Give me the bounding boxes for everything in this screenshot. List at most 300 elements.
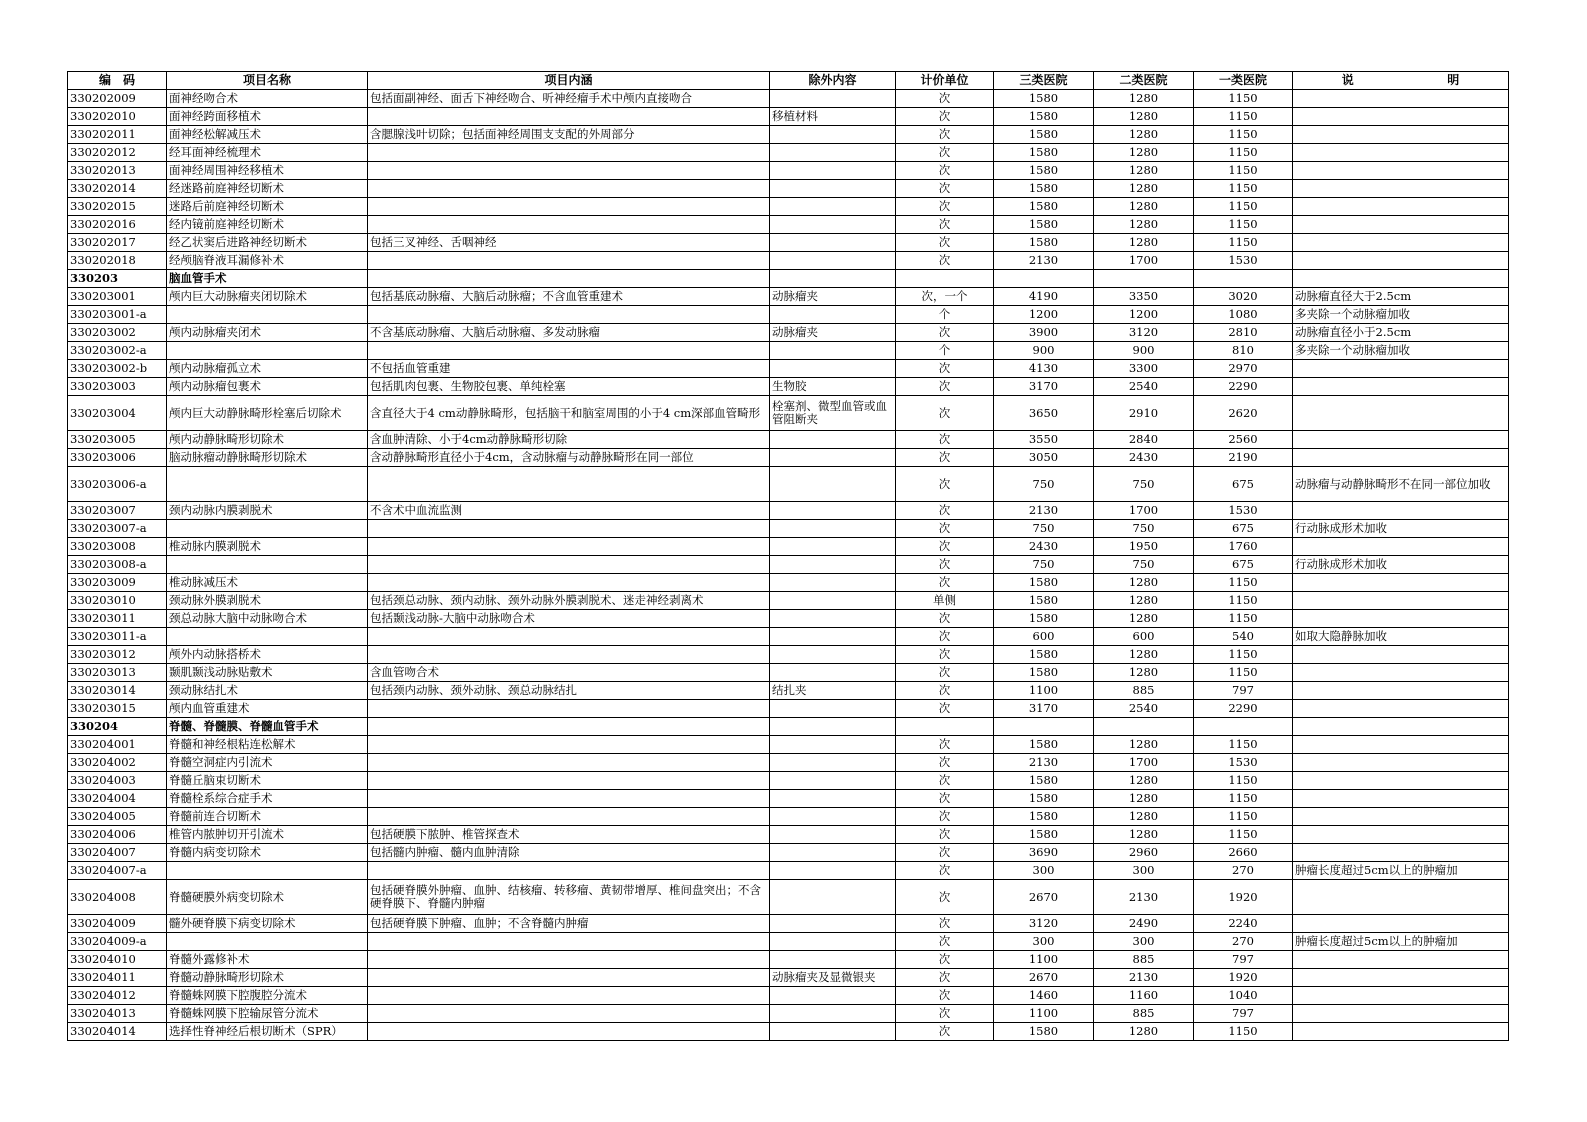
cell-name: 脊髓内病变切除术 xyxy=(167,844,368,862)
cell-name: 迷路后前庭神经切断术 xyxy=(167,198,368,216)
cell-code: 330202018 xyxy=(68,252,167,270)
table-row xyxy=(68,664,1509,682)
cell-name: 脊髓和神经根粘连松解术 xyxy=(167,736,368,754)
cell-name xyxy=(167,556,368,574)
cell-price-class2 xyxy=(1094,270,1194,288)
cell-excluded xyxy=(770,915,896,933)
table-row xyxy=(68,556,1509,574)
cell-price-class3: 1580 xyxy=(994,574,1094,592)
cell-content: 包括基底动脉瘤、大脑后动脉瘤；不含血管重建术 xyxy=(368,288,770,306)
table-row xyxy=(68,502,1509,520)
cell-code: 330203011 xyxy=(68,610,167,628)
cell-content: 含血肿清除、小于4cm动静脉畸形切除 xyxy=(368,431,770,449)
cell-price-class1: 675 xyxy=(1194,467,1293,502)
cell-price-class2: 2430 xyxy=(1094,449,1194,467)
cell-excluded xyxy=(770,736,896,754)
cell-unit: 次 xyxy=(896,664,994,682)
cell-code: 330202009 xyxy=(68,90,167,108)
table-row xyxy=(68,1023,1509,1041)
cell-content xyxy=(368,574,770,592)
cell-unit: 次 xyxy=(896,378,994,396)
header-name: 项目名称 xyxy=(167,72,368,90)
cell-code: 330204009 xyxy=(68,915,167,933)
cell-price-class1: 540 xyxy=(1194,628,1293,646)
cell-price-class1: 1150 xyxy=(1194,198,1293,216)
cell-name: 颈总动脉大脑中动脉吻合术 xyxy=(167,610,368,628)
cell-price-class2: 750 xyxy=(1094,467,1194,502)
table-row xyxy=(68,790,1509,808)
cell-excluded xyxy=(770,790,896,808)
cell-price-class1: 1530 xyxy=(1194,754,1293,772)
cell-code: 330202015 xyxy=(68,198,167,216)
cell-price-class1: 797 xyxy=(1194,1005,1293,1023)
cell-price-class3: 750 xyxy=(994,520,1094,538)
table-row xyxy=(68,808,1509,826)
cell-price-class3: 1580 xyxy=(994,144,1094,162)
cell-code: 330204001 xyxy=(68,736,167,754)
table-header xyxy=(68,72,1509,90)
cell-price-class1: 2810 xyxy=(1194,324,1293,342)
cell-name: 脊髓蛛网膜下腔腹腔分流术 xyxy=(167,987,368,1005)
cell-excluded xyxy=(770,862,896,880)
cell-price-class3: 1580 xyxy=(994,162,1094,180)
cell-excluded xyxy=(770,628,896,646)
cell-excluded: 动脉瘤夹 xyxy=(770,324,896,342)
header-unit: 计价单位 xyxy=(896,72,994,90)
cell-price-class1: 810 xyxy=(1194,342,1293,360)
cell-price-class3: 4190 xyxy=(994,288,1094,306)
header-content: 项目内涵 xyxy=(368,72,770,90)
cell-unit: 次 xyxy=(896,772,994,790)
cell-excluded xyxy=(770,90,896,108)
cell-excluded xyxy=(770,880,896,915)
cell-excluded xyxy=(770,1023,896,1041)
table-row xyxy=(68,880,1509,915)
table-row xyxy=(68,754,1509,772)
cell-unit: 次 xyxy=(896,1005,994,1023)
header-class1: 一类医院 xyxy=(1194,72,1293,90)
cell-content: 含血管吻合术 xyxy=(368,664,770,682)
cell-price-class1: 1150 xyxy=(1194,646,1293,664)
table-row xyxy=(68,951,1509,969)
cell-note xyxy=(1293,180,1509,198)
cell-price-class3: 1580 xyxy=(994,808,1094,826)
header-note xyxy=(1293,72,1509,90)
cell-excluded xyxy=(770,252,896,270)
cell-unit: 次 xyxy=(896,234,994,252)
cell-name: 颅内动脉瘤包裹术 xyxy=(167,378,368,396)
cell-name: 髓外硬脊膜下病变切除术 xyxy=(167,915,368,933)
cell-code: 330204006 xyxy=(68,826,167,844)
cell-price-class2: 1200 xyxy=(1094,306,1194,324)
cell-unit: 次 xyxy=(896,108,994,126)
cell-code: 330202012 xyxy=(68,144,167,162)
cell-excluded xyxy=(770,987,896,1005)
cell-content: 包括肌肉包裹、生物胶包裹、单纯栓塞 xyxy=(368,378,770,396)
cell-excluded xyxy=(770,574,896,592)
cell-price-class1: 1150 xyxy=(1194,826,1293,844)
cell-unit: 次 xyxy=(896,826,994,844)
cell-content: 包括面副神经、面舌下神经吻合、听神经瘤手术中颅内直接吻合 xyxy=(368,90,770,108)
cell-excluded xyxy=(770,216,896,234)
cell-name: 颈动脉外膜剥脱术 xyxy=(167,592,368,610)
cell-code: 330203009 xyxy=(68,574,167,592)
cell-unit: 次 xyxy=(896,682,994,700)
cell-content: 含动静脉畸形直径小于4cm，含动脉瘤与动静脉畸形在同一部位 xyxy=(368,449,770,467)
cell-price-class3: 1580 xyxy=(994,216,1094,234)
cell-note: 动脉瘤与动静脉畸形不在同一部位加收 xyxy=(1293,467,1509,502)
cell-code: 330204013 xyxy=(68,1005,167,1023)
cell-content: 包括硬脊膜外肿瘤、血肿、结核瘤、转移瘤、黄韧带增厚、椎间盘突出；不含硬脊膜下、脊髓内肿瘤 xyxy=(368,880,770,915)
cell-excluded xyxy=(770,360,896,378)
cell-name: 脊髓、脊髓膜、脊髓血管手术 xyxy=(167,718,368,736)
cell-content xyxy=(368,216,770,234)
cell-content xyxy=(368,772,770,790)
cell-unit: 次 xyxy=(896,880,994,915)
cell-excluded xyxy=(770,520,896,538)
cell-price-class1: 1150 xyxy=(1194,1023,1293,1041)
cell-name: 脊髓栓系综合症手术 xyxy=(167,790,368,808)
cell-note xyxy=(1293,880,1509,915)
cell-price-class2: 2840 xyxy=(1094,431,1194,449)
cell-unit: 次 xyxy=(896,396,994,431)
cell-price-class2: 750 xyxy=(1094,556,1194,574)
cell-content xyxy=(368,754,770,772)
cell-price-class1: 1150 xyxy=(1194,808,1293,826)
cell-note: 动脉瘤直径大于2.5cm xyxy=(1293,288,1509,306)
cell-name: 颈动脉结扎术 xyxy=(167,682,368,700)
cell-excluded: 动脉瘤夹 xyxy=(770,288,896,306)
table-row xyxy=(68,234,1509,252)
cell-content xyxy=(368,862,770,880)
cell-note xyxy=(1293,754,1509,772)
cell-content xyxy=(368,108,770,126)
cell-excluded xyxy=(770,844,896,862)
cell-price-class3: 1580 xyxy=(994,772,1094,790)
cell-note xyxy=(1293,431,1509,449)
cell-price-class2: 885 xyxy=(1094,951,1194,969)
cell-code: 330203007-a xyxy=(68,520,167,538)
cell-unit: 次 xyxy=(896,808,994,826)
cell-price-class1: 1150 xyxy=(1194,90,1293,108)
cell-excluded xyxy=(770,610,896,628)
cell-price-class3 xyxy=(994,718,1094,736)
cell-name: 面神经跨面移植术 xyxy=(167,108,368,126)
cell-content xyxy=(368,1023,770,1041)
cell-price-class1: 2290 xyxy=(1194,700,1293,718)
cell-price-class2: 2540 xyxy=(1094,378,1194,396)
cell-name xyxy=(167,342,368,360)
cell-unit: 个 xyxy=(896,306,994,324)
section-row xyxy=(68,270,1509,288)
table-row xyxy=(68,360,1509,378)
cell-unit: 次 xyxy=(896,844,994,862)
table-row xyxy=(68,844,1509,862)
cell-price-class3: 750 xyxy=(994,556,1094,574)
cell-content xyxy=(368,180,770,198)
cell-note xyxy=(1293,234,1509,252)
cell-excluded xyxy=(770,449,896,467)
table-row xyxy=(68,736,1509,754)
cell-content xyxy=(368,700,770,718)
cell-price-class1: 1150 xyxy=(1194,162,1293,180)
cell-unit: 次 xyxy=(896,162,994,180)
cell-price-class1: 2560 xyxy=(1194,431,1293,449)
cell-name xyxy=(167,520,368,538)
cell-unit: 次 xyxy=(896,90,994,108)
table-row xyxy=(68,144,1509,162)
cell-price-class1: 1150 xyxy=(1194,108,1293,126)
cell-price-class2: 1280 xyxy=(1094,90,1194,108)
cell-price-class1: 1150 xyxy=(1194,234,1293,252)
cell-content xyxy=(368,718,770,736)
cell-price-class2: 1280 xyxy=(1094,772,1194,790)
cell-excluded xyxy=(770,234,896,252)
cell-unit: 次 xyxy=(896,1023,994,1041)
cell-excluded: 栓塞剂、微型血管或血管阻断夹 xyxy=(770,396,896,431)
cell-note: 肿瘤长度超过5cm以上的肿瘤加 xyxy=(1293,933,1509,951)
cell-content: 包括硬脊膜下肿瘤、血肿；不含脊髓内肿瘤 xyxy=(368,915,770,933)
cell-price-class2: 1280 xyxy=(1094,1023,1194,1041)
table-row xyxy=(68,987,1509,1005)
cell-name: 脊髓丘脑束切断术 xyxy=(167,772,368,790)
cell-content xyxy=(368,951,770,969)
cell-name: 颞肌颞浅动脉贴敷术 xyxy=(167,664,368,682)
cell-content xyxy=(368,969,770,987)
cell-note xyxy=(1293,378,1509,396)
cell-code: 330204005 xyxy=(68,808,167,826)
cell-price-class1: 2290 xyxy=(1194,378,1293,396)
header-note-a: 说 xyxy=(1341,72,1354,87)
cell-price-class3: 3170 xyxy=(994,378,1094,396)
table-row xyxy=(68,862,1509,880)
cell-price-class2: 3350 xyxy=(1094,288,1194,306)
cell-price-class2 xyxy=(1094,718,1194,736)
cell-content: 包括髓内肿瘤、髓内血肿清除 xyxy=(368,844,770,862)
cell-name: 脊髓前连合切断术 xyxy=(167,808,368,826)
cell-price-class3: 1580 xyxy=(994,610,1094,628)
table-row xyxy=(68,915,1509,933)
cell-price-class2: 1280 xyxy=(1094,592,1194,610)
cell-note: 行动脉成形术加收 xyxy=(1293,556,1509,574)
cell-price-class3: 3550 xyxy=(994,431,1094,449)
cell-unit: 次 xyxy=(896,556,994,574)
cell-content xyxy=(368,198,770,216)
table-row xyxy=(68,826,1509,844)
cell-price-class1: 1150 xyxy=(1194,610,1293,628)
cell-content: 包括颈总动脉、颈内动脉、颈外动脉外膜剥脱术、迷走神经剥离术 xyxy=(368,592,770,610)
cell-note: 动脉瘤直径小于2.5cm xyxy=(1293,324,1509,342)
cell-price-class2: 1280 xyxy=(1094,180,1194,198)
cell-price-class2: 750 xyxy=(1094,520,1194,538)
cell-content xyxy=(368,736,770,754)
cell-unit: 次 xyxy=(896,467,994,502)
cell-name: 颅内动脉瘤夹闭术 xyxy=(167,324,368,342)
cell-note: 多夹除一个动脉瘤加收 xyxy=(1293,342,1509,360)
cell-price-class2: 2960 xyxy=(1094,844,1194,862)
table-row xyxy=(68,126,1509,144)
cell-unit: 次 xyxy=(896,449,994,467)
cell-price-class1: 797 xyxy=(1194,951,1293,969)
table-row xyxy=(68,162,1509,180)
cell-price-class2: 1280 xyxy=(1094,790,1194,808)
fee-schedule-table xyxy=(67,71,1509,1041)
cell-price-class3: 2430 xyxy=(994,538,1094,556)
cell-name xyxy=(167,628,368,646)
cell-excluded xyxy=(770,664,896,682)
cell-price-class2: 2490 xyxy=(1094,915,1194,933)
cell-price-class3: 900 xyxy=(994,342,1094,360)
table-row xyxy=(68,396,1509,431)
cell-excluded xyxy=(770,538,896,556)
cell-price-class3: 3900 xyxy=(994,324,1094,342)
cell-price-class1: 1150 xyxy=(1194,216,1293,234)
cell-price-class3: 3170 xyxy=(994,700,1094,718)
cell-excluded xyxy=(770,700,896,718)
cell-name: 面神经周围神经移植术 xyxy=(167,162,368,180)
cell-price-class3: 300 xyxy=(994,933,1094,951)
cell-code: 330202017 xyxy=(68,234,167,252)
table-row xyxy=(68,306,1509,324)
cell-unit: 次 xyxy=(896,754,994,772)
cell-name: 经耳面神经梳理术 xyxy=(167,144,368,162)
cell-code: 330204011 xyxy=(68,969,167,987)
cell-excluded xyxy=(770,772,896,790)
table-row xyxy=(68,520,1509,538)
cell-code: 330203002 xyxy=(68,324,167,342)
cell-price-class2: 1280 xyxy=(1094,108,1194,126)
table-row xyxy=(68,1005,1509,1023)
cell-name: 面神经松解减压术 xyxy=(167,126,368,144)
cell-price-class2: 1280 xyxy=(1094,162,1194,180)
cell-note xyxy=(1293,700,1509,718)
cell-content xyxy=(368,520,770,538)
cell-price-class1 xyxy=(1194,270,1293,288)
cell-code: 330203014 xyxy=(68,682,167,700)
cell-content: 不含基底动脉瘤、大脑后动脉瘤、多发动脉瘤 xyxy=(368,324,770,342)
cell-excluded xyxy=(770,556,896,574)
cell-price-class2: 1280 xyxy=(1094,826,1194,844)
cell-price-class3: 3050 xyxy=(994,449,1094,467)
table-row xyxy=(68,538,1509,556)
cell-price-class3: 750 xyxy=(994,467,1094,502)
cell-content xyxy=(368,628,770,646)
cell-content xyxy=(368,1005,770,1023)
cell-code: 330203002-b xyxy=(68,360,167,378)
cell-price-class3: 1580 xyxy=(994,1023,1094,1041)
cell-price-class2: 885 xyxy=(1094,682,1194,700)
table-row xyxy=(68,108,1509,126)
cell-price-class3: 2130 xyxy=(994,252,1094,270)
cell-unit: 次 xyxy=(896,360,994,378)
cell-unit: 次 xyxy=(896,574,994,592)
cell-price-class3: 1200 xyxy=(994,306,1094,324)
cell-unit: 次 xyxy=(896,252,994,270)
cell-content xyxy=(368,808,770,826)
cell-price-class3: 1580 xyxy=(994,664,1094,682)
cell-content xyxy=(368,987,770,1005)
cell-unit: 次 xyxy=(896,987,994,1005)
cell-name: 颅内巨大动脉瘤夹闭切除术 xyxy=(167,288,368,306)
table-row xyxy=(68,628,1509,646)
cell-price-class1: 1040 xyxy=(1194,987,1293,1005)
cell-price-class3: 1580 xyxy=(994,198,1094,216)
cell-price-class1: 270 xyxy=(1194,862,1293,880)
cell-code: 330203006 xyxy=(68,449,167,467)
cell-name: 椎动脉内膜剥脱术 xyxy=(167,538,368,556)
cell-note xyxy=(1293,1005,1509,1023)
table-row xyxy=(68,252,1509,270)
cell-price-class3: 1580 xyxy=(994,736,1094,754)
cell-name xyxy=(167,933,368,951)
cell-price-class1: 1080 xyxy=(1194,306,1293,324)
cell-code: 330204004 xyxy=(68,790,167,808)
cell-code: 330202013 xyxy=(68,162,167,180)
cell-code: 330202010 xyxy=(68,108,167,126)
cell-excluded xyxy=(770,933,896,951)
cell-name: 经乙状窦后进路神经切断术 xyxy=(167,234,368,252)
cell-code: 330203001 xyxy=(68,288,167,306)
table-row xyxy=(68,378,1509,396)
cell-unit: 次 xyxy=(896,700,994,718)
cell-unit: 次 xyxy=(896,628,994,646)
cell-name: 经内镜前庭神经切断术 xyxy=(167,216,368,234)
cell-price-class3: 1580 xyxy=(994,234,1094,252)
cell-code: 330202016 xyxy=(68,216,167,234)
cell-code: 330203003 xyxy=(68,378,167,396)
cell-price-class3: 2130 xyxy=(994,502,1094,520)
cell-name xyxy=(167,467,368,502)
cell-excluded: 动脉瘤夹及显微银夹 xyxy=(770,969,896,987)
cell-price-class2: 1700 xyxy=(1094,502,1194,520)
cell-content xyxy=(368,270,770,288)
cell-name: 脊髓蛛网膜下腔输尿管分流术 xyxy=(167,1005,368,1023)
cell-price-class3: 4130 xyxy=(994,360,1094,378)
cell-content: 含直径大于4 cm动静脉畸形，包括脑干和脑室周围的小于4 cm深部血管畸形 xyxy=(368,396,770,431)
cell-price-class2: 2130 xyxy=(1094,969,1194,987)
cell-price-class2: 1280 xyxy=(1094,646,1194,664)
cell-note xyxy=(1293,126,1509,144)
cell-price-class3: 1580 xyxy=(994,90,1094,108)
cell-content: 包括颈内动脉、颈外动脉、颈总动脉结扎 xyxy=(368,682,770,700)
cell-content xyxy=(368,342,770,360)
cell-code: 330203 xyxy=(68,270,167,288)
cell-unit: 次 xyxy=(896,736,994,754)
cell-price-class1: 2240 xyxy=(1194,915,1293,933)
cell-excluded xyxy=(770,754,896,772)
cell-price-class3: 1580 xyxy=(994,826,1094,844)
cell-excluded: 生物胶 xyxy=(770,378,896,396)
cell-name xyxy=(167,862,368,880)
cell-excluded xyxy=(770,180,896,198)
cell-unit: 次 xyxy=(896,502,994,520)
header-note-b: 明 xyxy=(1447,72,1460,87)
cell-price-class3: 1580 xyxy=(994,790,1094,808)
cell-price-class3: 1100 xyxy=(994,951,1094,969)
cell-unit: 次 xyxy=(896,126,994,144)
cell-note xyxy=(1293,592,1509,610)
table-row xyxy=(68,431,1509,449)
table-row xyxy=(68,216,1509,234)
cell-price-class1: 675 xyxy=(1194,520,1293,538)
section-row xyxy=(68,718,1509,736)
cell-price-class3: 3650 xyxy=(994,396,1094,431)
cell-code: 330203004 xyxy=(68,396,167,431)
cell-price-class3: 600 xyxy=(994,628,1094,646)
cell-unit: 次 xyxy=(896,790,994,808)
table-row xyxy=(68,324,1509,342)
table-row xyxy=(68,682,1509,700)
